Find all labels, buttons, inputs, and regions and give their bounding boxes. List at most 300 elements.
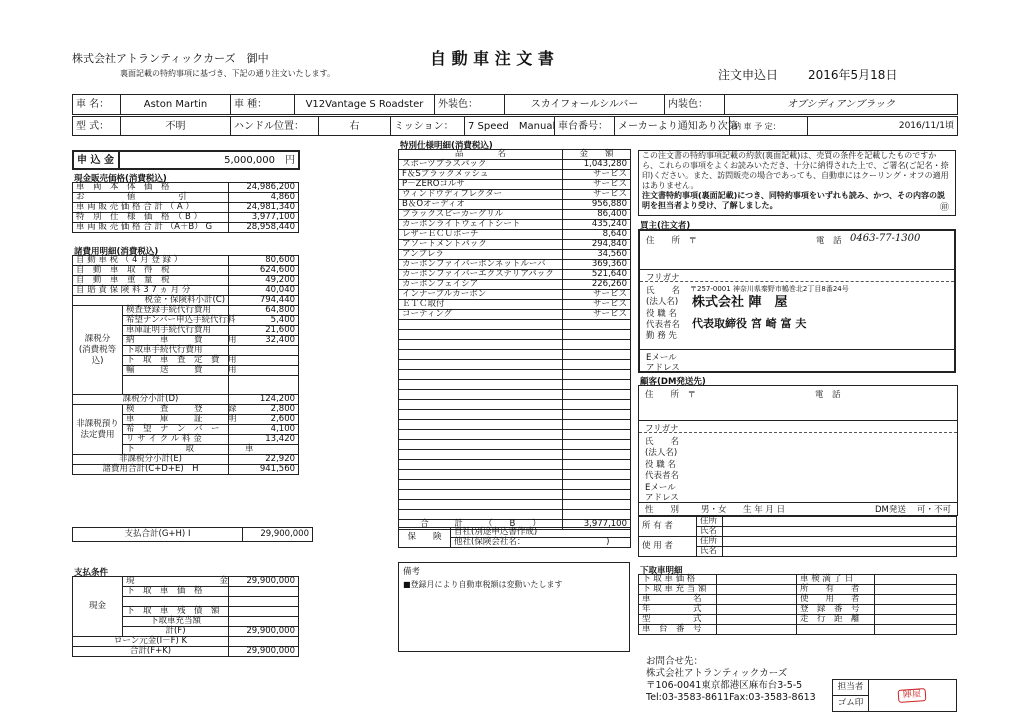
table-row xyxy=(399,400,631,410)
nontax-label: リ サ イ ク ル 料 金 xyxy=(123,435,229,445)
tax-value: 80,600 xyxy=(229,256,299,266)
contact-address: 〒106-0041東京都港区麻布台3-5-5 xyxy=(646,680,803,691)
table-row xyxy=(399,500,631,510)
table-row xyxy=(399,410,631,420)
staff-stamp: 陣屋 xyxy=(898,688,927,703)
customer-dm: 可・不可 xyxy=(917,505,952,515)
table-row xyxy=(399,420,631,430)
contact-tel: Tel:03-3583-8611Fax:03-3583-8613 xyxy=(646,692,816,703)
option-name: ウィンドウディフレクター xyxy=(399,190,563,200)
table-row xyxy=(73,455,299,465)
staff-table xyxy=(832,679,957,712)
option-amount xyxy=(563,340,631,350)
tax-subtotal-label: 税金・保険料小計(C) xyxy=(73,296,229,306)
option-amount xyxy=(563,500,631,510)
delivery: 2016/11/1頃 xyxy=(808,117,958,136)
int-color: オブシディアンブラック xyxy=(725,95,958,115)
option-name xyxy=(399,380,563,390)
option-amount xyxy=(563,450,631,460)
vehicle-type: V12Vantage S Roadster xyxy=(295,95,435,115)
ext-color: スカイフォールシルバー xyxy=(505,95,665,115)
owner-name-label: 氏名 xyxy=(697,527,723,537)
payment-total: 29,900,000 xyxy=(243,528,313,542)
option-amount: 86,400 xyxy=(563,210,631,220)
table-row xyxy=(399,350,631,360)
option-name xyxy=(399,360,563,370)
taxable-label: 下 取 車 査 定 費 用 xyxy=(123,356,229,366)
table-row xyxy=(399,210,631,220)
pay-sum-label: 合計(F+K) xyxy=(73,647,229,657)
tradein-left-label: 車 台 番 号 xyxy=(639,625,717,635)
tradein-right-label: 使 用 者 xyxy=(797,595,875,605)
table-row xyxy=(399,480,631,490)
table-row xyxy=(73,647,299,657)
tradein-table xyxy=(638,574,957,635)
pay-value xyxy=(229,597,299,607)
costs-section-title: 諸費用明細(消費税込) xyxy=(74,247,159,257)
taxable-value xyxy=(229,356,299,366)
pay-value xyxy=(229,617,299,627)
option-name xyxy=(399,460,563,470)
table-row xyxy=(639,605,957,615)
costs-table xyxy=(72,255,299,475)
table-row xyxy=(399,300,631,310)
tradein-right-label: 走 行 距 離 xyxy=(797,615,875,625)
option-amount: 521,640 xyxy=(563,270,631,280)
table-row xyxy=(399,280,631,290)
nontax-group-label: 非課税預り 法定費用 xyxy=(73,405,123,455)
table-row xyxy=(73,256,299,266)
option-name: カーボンファイバーボンネットルーバ xyxy=(399,260,563,270)
int-color-label: 内装色： xyxy=(665,95,725,115)
option-amount: サービス xyxy=(563,300,631,310)
price-table xyxy=(72,182,299,233)
option-amount xyxy=(563,360,631,370)
terms-box xyxy=(638,150,956,216)
taxable-value: 21,600 xyxy=(229,326,299,336)
customer-dm-label: DM発送 xyxy=(875,505,906,515)
option-name xyxy=(399,450,563,460)
contact-block xyxy=(646,656,816,704)
buyer-company: 株式会社 陣 屋 xyxy=(692,295,788,310)
insurance-table xyxy=(398,527,631,548)
option-name xyxy=(399,500,563,510)
user-label: 使 用 者 xyxy=(639,537,697,557)
option-name xyxy=(399,320,563,330)
option-amount xyxy=(563,410,631,420)
nontax-label: 希 望 ナ ン バ ー xyxy=(123,425,229,435)
tradein-right-label: 車 検 満 了 日 xyxy=(797,575,875,585)
option-amount: サービス xyxy=(563,180,631,190)
taxable-value: 5,400 xyxy=(229,316,299,326)
option-amount xyxy=(563,400,631,410)
table-row xyxy=(73,637,299,647)
table-row xyxy=(639,595,957,605)
table-row xyxy=(73,395,299,405)
table-row xyxy=(399,270,631,280)
options-table xyxy=(398,149,631,530)
option-name: インナーブルカーボン xyxy=(399,290,563,300)
model: 不明 xyxy=(121,117,231,136)
pay-value xyxy=(229,607,299,617)
table-row xyxy=(399,180,631,190)
option-name: アンブレラ xyxy=(399,250,563,260)
option-amount: 8,640 xyxy=(563,230,631,240)
option-name xyxy=(399,480,563,490)
option-amount xyxy=(563,420,631,430)
vehicle-table-2 xyxy=(72,116,958,136)
table-row xyxy=(399,510,631,520)
customer-corp-label: (法人名) xyxy=(645,448,678,458)
model-label: 型 式： xyxy=(73,117,121,136)
table-row xyxy=(399,310,631,320)
options-section-title: 特別仕様明細(消費税込) xyxy=(400,141,493,151)
nontax-label: 車 庫 証 明 xyxy=(123,415,229,425)
nontax-subtotal: 22,920 xyxy=(229,455,299,465)
price-value: 3,977,100 xyxy=(229,213,299,223)
terms-text: この注文書の特約事項記載の約款(裏面記載)は、売買の条件を記載したものですから、これらの事項をよくお読みいただき、十分に納得された上で、ご署名(ご記名・捺印)ください。また、訪問販売の場合であっても、自動車にはクーリング・オフの適用はありません。 xyxy=(642,151,949,190)
option-amount: 369,360 xyxy=(563,260,631,270)
remarks-box xyxy=(398,562,630,652)
table-row xyxy=(399,340,631,350)
table-row xyxy=(399,360,631,370)
nontax-value: 2,800 xyxy=(229,405,299,415)
payment-total-label: 支払合計(G+H) I xyxy=(73,528,243,542)
contact-company: 株式会社アトランティックカーズ xyxy=(646,668,788,679)
table-row xyxy=(399,160,631,170)
nontax-value: 4,100 xyxy=(229,425,299,435)
table-row xyxy=(399,380,631,390)
table-row xyxy=(73,193,299,203)
table-row xyxy=(73,213,299,223)
customer-address-label: 住 所 〒 xyxy=(645,390,697,400)
taxable-label xyxy=(123,376,229,395)
tax-subtotal: 794,440 xyxy=(229,296,299,306)
option-name xyxy=(399,390,563,400)
option-amount: サービス xyxy=(563,310,631,320)
tradein-right-label xyxy=(797,625,875,635)
customer-gender-label: 性 別 xyxy=(645,505,680,515)
chassis: メーカーより通知あり次第 xyxy=(615,117,730,136)
price-label: 車 両 販 売 価 格 合 計 （A＋B） G xyxy=(73,223,229,233)
table-row xyxy=(73,465,299,475)
tax-value: 49,200 xyxy=(229,276,299,286)
costs-total: 941,560 xyxy=(229,465,299,475)
customer-email-label: Eメール xyxy=(645,483,676,493)
table-row xyxy=(639,625,957,635)
tradein-left-label: 型 式 xyxy=(639,615,717,625)
taxable-subtotal-label: 課税分小計(D) xyxy=(73,395,229,405)
option-name: コーティング xyxy=(399,310,563,320)
option-amount: 294,840 xyxy=(563,240,631,250)
option-name xyxy=(399,330,563,340)
taxable-subtotal: 124,200 xyxy=(229,395,299,405)
tradein-title: 下取車明細 xyxy=(640,566,683,576)
table-row xyxy=(399,260,631,270)
buyer-email-label2: アドレス xyxy=(646,363,680,373)
pay-label: 現 金 xyxy=(123,577,229,587)
vehicle-type-label: 車 種： xyxy=(231,95,295,115)
option-name: F＆Sブラックメッシュ xyxy=(399,170,563,180)
remarks-label: 備考 xyxy=(403,567,421,577)
tradein-right-label: 所 有 者 xyxy=(797,585,875,595)
taxable-value: 64,800 xyxy=(229,306,299,316)
taxable-label: 希望ナンバー申込手続代行料 xyxy=(123,316,229,326)
tradein-left-label: 車 名 xyxy=(639,595,717,605)
buyer-rep: 代表取締役 宮 崎 富 夫 xyxy=(692,317,807,330)
option-name: カーボンフェイシア xyxy=(399,280,563,290)
divider xyxy=(639,432,957,433)
customer-title-label: 役 職 名 xyxy=(645,460,676,470)
tax-label: 自 動 車 重 量 税 xyxy=(73,276,229,286)
dealer-name: 株式会社アトランティックカーズ 御中 xyxy=(72,52,269,65)
handle: 右 xyxy=(319,117,391,136)
taxable-value: 32,400 xyxy=(229,336,299,346)
buyer-box xyxy=(638,229,956,373)
pay-terms-title: 支払条件 xyxy=(74,568,109,578)
option-name xyxy=(399,510,563,520)
nontax-value: 13,420 xyxy=(229,435,299,445)
buyer-furigana-label: フリガナ xyxy=(646,273,680,283)
price-value: 4,860 xyxy=(229,193,299,203)
price-label: お 値 引 xyxy=(73,193,229,203)
option-amount: サービス xyxy=(563,290,631,300)
pay-value: 29,900,000 xyxy=(229,577,299,587)
buyer-address-label: 住 所 〒 xyxy=(646,236,698,246)
tax-value: 40,040 xyxy=(229,286,299,296)
loan-label: ローン元金(I－F) K xyxy=(73,637,229,647)
price-value: 24,986,200 xyxy=(229,183,299,193)
taxable-value xyxy=(229,346,299,356)
option-amount xyxy=(563,350,631,360)
table-row xyxy=(399,170,631,180)
divider xyxy=(639,502,957,503)
nontax-subtotal-label: 非課税分小計(E) xyxy=(73,455,229,465)
table-row xyxy=(639,575,957,585)
customer-name-label: 氏 名 xyxy=(645,437,680,447)
owner-addr-label: 住所 xyxy=(697,517,723,527)
price-label: 特 別 仕 様 価 格 （ B ） xyxy=(73,213,229,223)
option-amount xyxy=(563,370,631,380)
option-name xyxy=(399,420,563,430)
option-amount: サービス xyxy=(563,170,631,180)
buyer-phone-label: 電 話 xyxy=(816,236,842,246)
owner-table xyxy=(638,516,957,557)
table-row xyxy=(639,585,957,595)
header-note: 裏面記載の特約事項に基づき、下記の通り注文いたします。 xyxy=(120,69,336,78)
tradein-right-label: 登 録 番 号 xyxy=(797,605,875,615)
option-name xyxy=(399,370,563,380)
page-title: 自 動 車 注 文 書 xyxy=(430,49,554,68)
option-amount xyxy=(563,490,631,500)
option-name: カーボンファイバーエクステリアパック xyxy=(399,270,563,280)
cash-label: 現金 xyxy=(73,577,123,637)
buyer-postal-address: 〒257-0001 神奈川県秦野市鶴巻北2丁目8番24号 xyxy=(690,285,849,293)
table-row xyxy=(399,490,631,500)
options-total-label: 合 計 （ B ） xyxy=(399,520,563,530)
table-row xyxy=(399,290,631,300)
deposit-label: 申 込 金 xyxy=(73,151,119,169)
option-name: B＆Oオーディオ xyxy=(399,200,563,210)
option-name xyxy=(399,470,563,480)
option-name xyxy=(399,410,563,420)
table-row xyxy=(639,615,957,625)
buyer-title: 買主(注文者) xyxy=(640,221,691,231)
option-amount: 1,043,280 xyxy=(563,160,631,170)
buyer-rep-label: 代表者名 xyxy=(646,320,681,330)
option-name: スポーツプラスパック xyxy=(399,160,563,170)
pay-sum: 29,900,000 xyxy=(229,647,299,657)
customer-email-label2: アドレス xyxy=(645,493,679,503)
insurance-label: 保 険 xyxy=(399,528,451,548)
option-amount: 34,560 xyxy=(563,250,631,260)
table-row xyxy=(399,190,631,200)
option-amount: 435,240 xyxy=(563,220,631,230)
price-value: 28,958,440 xyxy=(229,223,299,233)
table-row xyxy=(399,440,631,450)
table-row xyxy=(399,200,631,210)
option-amount xyxy=(563,390,631,400)
tax-value: 624,600 xyxy=(229,266,299,276)
table-row xyxy=(73,203,299,213)
divider xyxy=(640,281,954,282)
table-row xyxy=(399,430,631,440)
option-name xyxy=(399,490,563,500)
option-name: ブラックスピーカーグリル xyxy=(399,210,563,220)
staff-label: 担当者 xyxy=(833,680,869,696)
buyer-email-label: Eメール xyxy=(646,353,677,363)
option-amount: 226,260 xyxy=(563,280,631,290)
chassis-label: 車台番号： xyxy=(555,117,615,136)
customer-birth-label: 生 年 月 日 xyxy=(743,505,786,515)
buyer-name-label: 氏 名 xyxy=(646,286,681,296)
option-amount xyxy=(563,430,631,440)
customer-box xyxy=(638,385,958,516)
ext-color-label: 外装色： xyxy=(435,95,505,115)
buyer-work-label: 勤 務 先 xyxy=(646,331,677,341)
tradein-left-label: 年 式 xyxy=(639,605,717,615)
seal-label: ゴム印 xyxy=(833,696,869,712)
table-row xyxy=(73,405,299,415)
taxable-label: 輸 送 費 用 xyxy=(123,366,229,376)
taxable-label: 納 車 費 用 xyxy=(123,336,229,346)
taxable-value xyxy=(229,366,299,376)
price-value: 24,981,340 xyxy=(229,203,299,213)
table-row xyxy=(399,460,631,470)
options-col-amount: 金 額 xyxy=(563,150,631,160)
divider xyxy=(640,269,954,270)
pay-label: 下取車充当額 xyxy=(123,617,229,627)
option-name xyxy=(399,440,563,450)
tax-label: 自 動 車 取 得 税 xyxy=(73,266,229,276)
nontax-label: 検 査 登 録 xyxy=(123,405,229,415)
table-row xyxy=(73,223,299,233)
divider xyxy=(640,349,954,350)
option-amount xyxy=(563,380,631,390)
table-row xyxy=(73,183,299,193)
table-row xyxy=(73,306,299,316)
table-row xyxy=(399,230,631,240)
pay-label: 下 取 車 残 債 額 xyxy=(123,607,229,617)
table-row xyxy=(73,276,299,286)
taxable-label: 車庫証明手続代行費用 xyxy=(123,326,229,336)
option-amount xyxy=(563,510,631,520)
customer-title: 顧客(DM発送先) xyxy=(640,377,706,387)
price-section-title: 現金販売価格(消費税込) xyxy=(74,174,167,184)
table-row xyxy=(399,320,631,330)
contact-label: お問合せ先： xyxy=(646,656,704,667)
option-amount: サービス xyxy=(563,190,631,200)
options-col-item: 品 名 xyxy=(399,150,563,160)
payment-total-table xyxy=(72,527,313,542)
option-amount xyxy=(563,320,631,330)
remarks-text: ■登録月により自動車税額は変動いたします xyxy=(403,580,563,589)
options-total: 3,977,100 xyxy=(563,520,631,530)
table-row xyxy=(399,330,631,340)
vehicle-table xyxy=(72,94,958,115)
pay-label: 下 取 車 価 格 xyxy=(123,587,229,597)
loan-value xyxy=(229,637,299,647)
taxable-label: 下取車手続代行費用 xyxy=(123,346,229,356)
option-amount: 956,880 xyxy=(563,200,631,210)
insurance-opt1: 自社(別途申込書作成) xyxy=(451,528,631,538)
taxable-group-label: 課税分 (消費税等込) xyxy=(73,306,123,395)
divider xyxy=(639,420,957,421)
tradein-left-label: 下 取 車 価 格 xyxy=(639,575,717,585)
option-name xyxy=(399,350,563,360)
table-row xyxy=(73,266,299,276)
table-row xyxy=(399,240,631,250)
tax-label: 自 賠 責 保 険 料 3 7 ヵ 月 分 xyxy=(73,286,229,296)
customer-rep-label: 代表者名 xyxy=(645,471,680,481)
taxable-value xyxy=(229,376,299,395)
order-date-label: 注文申込日 xyxy=(718,68,779,82)
option-name: カーボンライトウェイトシート xyxy=(399,220,563,230)
customer-phone-label: 電 話 xyxy=(815,390,841,400)
taxable-label: 検査登録手続代行費用 xyxy=(123,306,229,316)
option-name: アソートメントパック xyxy=(399,240,563,250)
tradein-left-label: 下 取 車 充 当 額 xyxy=(639,585,717,595)
seal-mark: ㊞ xyxy=(939,203,949,213)
pay-label xyxy=(123,597,229,607)
nontax-value: 2,600 xyxy=(229,415,299,425)
order-date: 2016年5月18日 xyxy=(808,68,898,82)
pay-label: 計(F) xyxy=(123,627,229,637)
price-label: 車 両 販 売 価 格 合 計 （ A ） xyxy=(73,203,229,213)
table-row xyxy=(399,370,631,380)
option-amount xyxy=(563,470,631,480)
option-name: レザーＥＣＵポーチ xyxy=(399,230,563,240)
option-name: P－ZEROコルサ xyxy=(399,180,563,190)
option-amount xyxy=(563,330,631,340)
mission: 7 Speed Manual xyxy=(465,117,555,136)
owner-label: 所 有 者 xyxy=(639,517,697,537)
pay-value xyxy=(229,587,299,597)
option-name xyxy=(399,340,563,350)
deposit-value: 5,000,000 円 xyxy=(119,151,299,169)
table-row xyxy=(73,577,299,587)
user-addr-label: 住所 xyxy=(697,537,723,547)
option-name xyxy=(399,430,563,440)
costs-total-label: 諸費用合計(C+D+E) H xyxy=(73,465,229,475)
table-row xyxy=(73,286,299,296)
pay-terms-table xyxy=(72,576,299,657)
nontax-label: 下 取 車 xyxy=(123,445,229,455)
option-amount xyxy=(563,440,631,450)
delivery-label: 納 車 予 定： xyxy=(730,117,808,136)
table-row xyxy=(399,250,631,260)
vehicle-name: Aston Martin xyxy=(121,95,231,115)
